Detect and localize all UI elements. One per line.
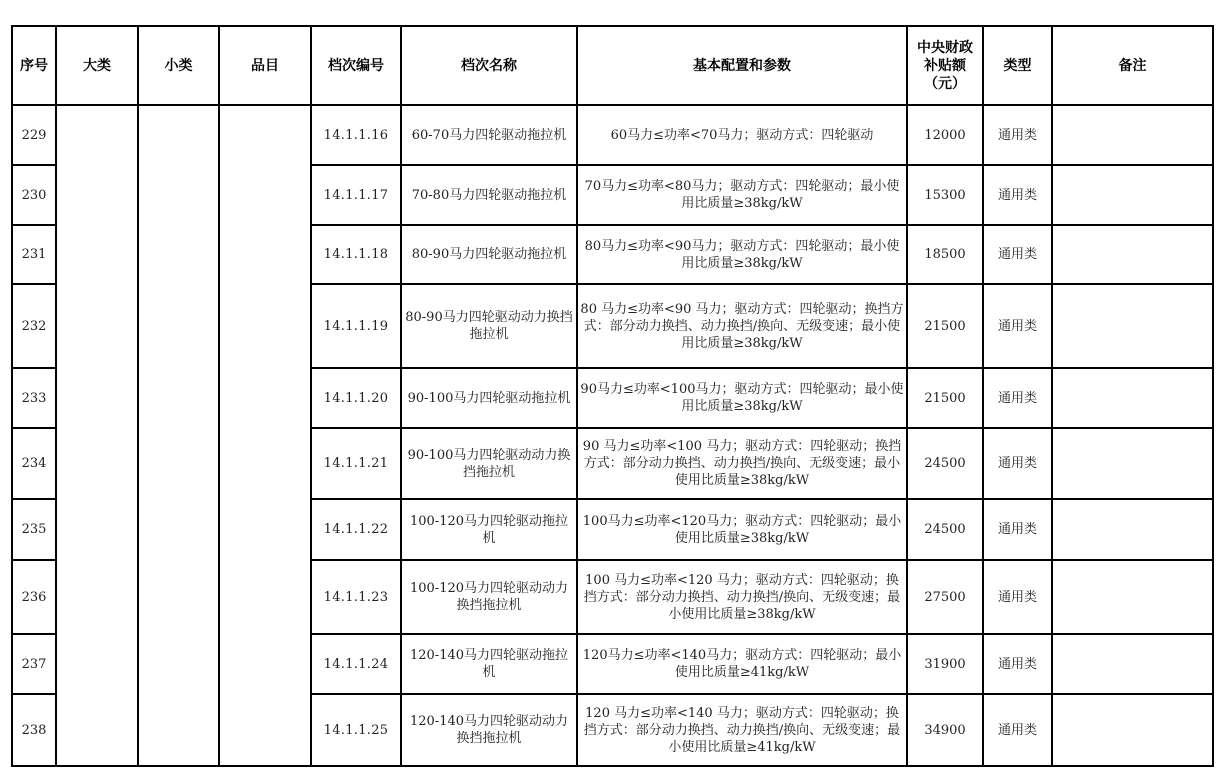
cell-type: 通用类 xyxy=(983,634,1052,694)
cell-remark xyxy=(1052,165,1213,225)
cell-type: 通用类 xyxy=(983,105,1052,165)
cell-name: 100-120马力四轮驱动动力换挡拖拉机 xyxy=(401,560,577,634)
table-body xyxy=(12,105,1213,766)
cell-type: 通用类 xyxy=(983,560,1052,634)
cell-code: 14.1.1.25 xyxy=(311,694,401,766)
header-name: 档次名称 xyxy=(401,26,577,105)
cell-name: 80-90马力四轮驱动动力换挡拖拉机 xyxy=(401,284,577,368)
header-type: 类型 xyxy=(983,26,1052,105)
cell-code: 14.1.1.19 xyxy=(311,284,401,368)
header-row xyxy=(12,26,1213,105)
cell-remark xyxy=(1052,368,1213,428)
cell-subsidy: 12000 xyxy=(907,105,983,165)
cell-config: 100马力≤功率<120马力；驱动方式：四轮驱动；最小使用比质量≥38kg/kW xyxy=(577,499,907,560)
cell-seq: 234 xyxy=(12,428,56,499)
cell-seq: 233 xyxy=(12,368,56,428)
cell-code: 14.1.1.23 xyxy=(311,560,401,634)
cell-config: 70马力≤功率<80马力；驱动方式：四轮驱动；最小使用比质量≥38kg/kW xyxy=(577,165,907,225)
cell-code: 14.1.1.17 xyxy=(311,165,401,225)
header-subsidy xyxy=(907,26,983,105)
cell-config: 120 马力≤功率<140 马力；驱动方式：四轮驱动；换挡方式：部分动力换挡、动力换挡/换向、无级变速；最小使用比质量≥41kg/kW xyxy=(577,694,907,766)
cell-subsidy: 31900 xyxy=(907,634,983,694)
cell-remark xyxy=(1052,694,1213,766)
cell-type: 通用类 xyxy=(983,225,1052,284)
cell-major xyxy=(56,105,138,766)
cell-remark xyxy=(1052,225,1213,284)
cell-remark xyxy=(1052,284,1213,368)
cell-subsidy: 18500 xyxy=(907,225,983,284)
cell-name: 60-70马力四轮驱动拖拉机 xyxy=(401,105,577,165)
cell-subsidy: 24500 xyxy=(907,499,983,560)
cell-subsidy: 34900 xyxy=(907,694,983,766)
cell-seq: 238 xyxy=(12,694,56,766)
header-subsidy-line2: 补贴额 xyxy=(924,57,966,74)
cell-type: 通用类 xyxy=(983,165,1052,225)
cell-seq: 236 xyxy=(12,560,56,634)
cell-code: 14.1.1.24 xyxy=(311,634,401,694)
cell-name: 100-120马力四轮驱动拖拉机 xyxy=(401,499,577,560)
cell-code: 14.1.1.18 xyxy=(311,225,401,284)
cell-type: 通用类 xyxy=(983,284,1052,368)
cell-config: 100 马力≤功率<120 马力；驱动方式：四轮驱动；换挡方式：部分动力换挡、动力换挡/换向、无级变速；最小使用比质量≥38kg/kW xyxy=(577,560,907,634)
cell-remark xyxy=(1052,105,1213,165)
cell-subsidy: 15300 xyxy=(907,165,983,225)
header-major: 大类 xyxy=(56,26,138,105)
cell-type: 通用类 xyxy=(983,694,1052,766)
cell-code: 14.1.1.21 xyxy=(311,428,401,499)
cell-subsidy: 27500 xyxy=(907,560,983,634)
cell-subsidy: 21500 xyxy=(907,368,983,428)
header-config: 基本配置和参数 xyxy=(577,26,907,105)
header-seq: 序号 xyxy=(12,26,56,105)
cell-seq: 230 xyxy=(12,165,56,225)
header-subsidy-line1: 中央财政 xyxy=(917,39,973,56)
cell-code: 14.1.1.16 xyxy=(311,105,401,165)
cell-remark xyxy=(1052,499,1213,560)
cell-type: 通用类 xyxy=(983,428,1052,499)
header-remark: 备注 xyxy=(1052,26,1213,105)
subsidy-table xyxy=(11,25,1214,767)
cell-remark xyxy=(1052,428,1213,499)
cell-name: 70-80马力四轮驱动拖拉机 xyxy=(401,165,577,225)
cell-type: 通用类 xyxy=(983,368,1052,428)
cell-seq: 229 xyxy=(12,105,56,165)
cell-code: 14.1.1.20 xyxy=(311,368,401,428)
header-item: 品目 xyxy=(219,26,311,105)
cell-name: 90-100马力四轮驱动动力换挡拖拉机 xyxy=(401,428,577,499)
cell-config: 90 马力≤功率<100 马力；驱动方式：四轮驱动；换挡方式：部分动力换挡、动力换挡/换向、无级变速；最小使用比质量≥38kg/kW xyxy=(577,428,907,499)
cell-subsidy: 21500 xyxy=(907,284,983,368)
cell-subsidy: 24500 xyxy=(907,428,983,499)
cell-seq: 231 xyxy=(12,225,56,284)
header-code: 档次编号 xyxy=(311,26,401,105)
cell-name: 90-100马力四轮驱动拖拉机 xyxy=(401,368,577,428)
cell-remark xyxy=(1052,560,1213,634)
cell-name: 80-90马力四轮驱动拖拉机 xyxy=(401,225,577,284)
cell-config: 80马力≤功率<90马力；驱动方式：四轮驱动；最小使用比质量≥38kg/kW xyxy=(577,225,907,284)
cell-minor xyxy=(138,105,219,766)
header-minor: 小类 xyxy=(138,26,219,105)
cell-seq: 232 xyxy=(12,284,56,368)
table-row xyxy=(12,105,1213,165)
cell-config: 60马力≤功率<70马力；驱动方式：四轮驱动 xyxy=(577,105,907,165)
cell-seq: 235 xyxy=(12,499,56,560)
cell-remark xyxy=(1052,634,1213,694)
cell-item xyxy=(219,105,311,766)
cell-config: 90马力≤功率<100马力；驱动方式：四轮驱动；最小使用比质量≥38kg/kW xyxy=(577,368,907,428)
cell-type: 通用类 xyxy=(983,499,1052,560)
cell-config: 120马力≤功率<140马力；驱动方式：四轮驱动；最小使用比质量≥41kg/kW xyxy=(577,634,907,694)
header-subsidy-line3: （元） xyxy=(924,75,966,92)
cell-config: 80 马力≤功率<90 马力；驱动方式：四轮驱动；换挡方式：部分动力换挡、动力换挡/换向、无级变速；最小使用比质量≥38kg/kW xyxy=(577,284,907,368)
cell-name: 120-140马力四轮驱动动力换挡拖拉机 xyxy=(401,694,577,766)
cell-code: 14.1.1.22 xyxy=(311,499,401,560)
cell-name: 120-140马力四轮驱动拖拉机 xyxy=(401,634,577,694)
cell-seq: 237 xyxy=(12,634,56,694)
